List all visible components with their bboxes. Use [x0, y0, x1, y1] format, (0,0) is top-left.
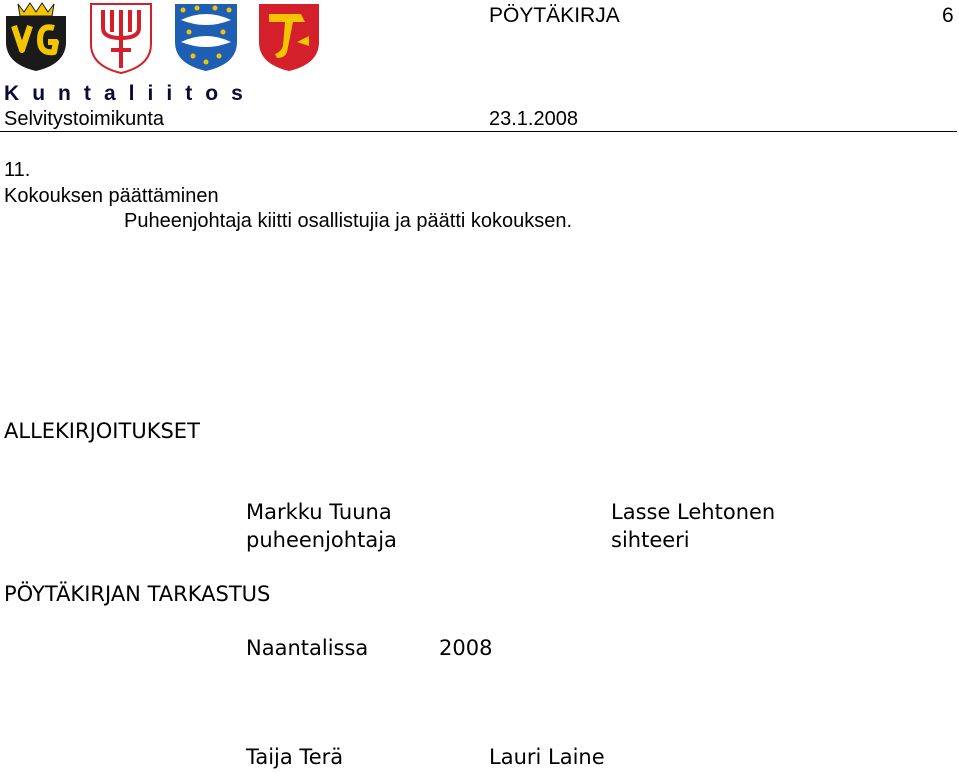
- signer-role: puheenjohtaja: [246, 528, 397, 552]
- meeting-date: 23.1.2008: [489, 108, 578, 130]
- review-place: Naantalissa: [246, 636, 369, 660]
- signer-name: Markku Tuuna: [246, 500, 392, 524]
- signer-name: Lasse Lehtonen: [611, 500, 776, 524]
- document-type: PÖYTÄKIRJA: [489, 4, 620, 27]
- crown-vg-crest-icon: [4, 2, 68, 72]
- reviewer-name: Taija Terä: [246, 745, 344, 769]
- red-trident-crest-icon: [89, 2, 153, 74]
- review-year: 2008: [439, 636, 493, 660]
- item-text: Puheenjohtaja kiitti osallistujia ja päätti kokouksen.: [124, 210, 573, 232]
- review-heading: PÖYTÄKIRJAN TARKASTUS: [4, 582, 271, 606]
- header-divider: [0, 131, 957, 132]
- committee-name: Selvitystoimikunta: [4, 108, 165, 130]
- item-number: 11.: [4, 159, 31, 181]
- reviewer-name: Lauri Laine: [489, 745, 605, 769]
- signatures-heading: ALLEKIRJOITUKSET: [4, 419, 200, 443]
- signer-role: sihteeri: [611, 528, 690, 552]
- page-number: 6: [942, 4, 954, 27]
- yellow-tool-crest-icon: [257, 2, 321, 72]
- organization-name: K u n t a l i i t o s: [4, 82, 247, 105]
- item-title: Kokouksen päättäminen: [4, 185, 219, 207]
- fish-stars-crest-icon: [173, 2, 239, 72]
